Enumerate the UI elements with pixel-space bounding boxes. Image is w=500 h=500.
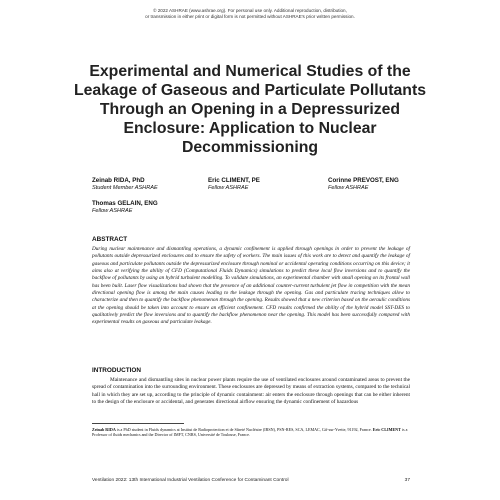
author-block <box>92 200 158 215</box>
footnote-author-name: Zeinab RIDA <box>92 427 116 432</box>
abstract-heading: ABSTRACT <box>92 236 128 243</box>
author-affiliation: Fellow ASHRAE <box>92 207 133 214</box>
author-affiliation: Fellow ASHRAE <box>328 184 369 191</box>
copyright-line: or transmission in either print or digital form is not permitted without ASHRAE's prior written permission. <box>145 13 355 19</box>
copyright-notice <box>0 8 500 20</box>
author-footnote <box>92 427 410 437</box>
page-footer <box>92 478 410 483</box>
author-block <box>328 177 399 192</box>
introduction-heading: INTRODUCTION <box>92 367 141 374</box>
author-affiliation: Fellow ASHRAE <box>208 184 249 191</box>
footnote-author-name: Eric CLIMENT <box>372 427 401 432</box>
copyright-line: © 2022 ASHRAE (www.ashrae.org). For personal use only. Additional reproduction, distribution, <box>153 8 347 13</box>
footnote-divider <box>92 423 184 424</box>
author-name: Zeinab RIDA, PhD <box>92 177 145 184</box>
author-block <box>92 177 158 192</box>
author-name: Thomas GELAIN, ENG <box>92 200 158 207</box>
page-number: 37 <box>404 478 410 483</box>
conference-name: Ventilation 2022: 13th International Industrial Ventilation Conference for Contaminant Control <box>92 478 289 483</box>
abstract-text: During nuclear maintenance and dismantling operations, a dynamic confinement is applied through openings in order to prevent the leakage of pollutants outside depressurized enclosures and to ensure the safety of workers. The main issues of this work are to detect and quantify the leakage of gaseous and particulate pollutants outside the depressurized enclosure through nominal or accidental operating conditions occurring on this device; it aims also at verifying the ability of CFD (Computational Fluids Dynamics) simulations to predict these local flow inversions and to quantify the backflow of pollutants by using an hybrid turbulent modelling. To validate simulations, an experimental chamber with small opening on its frontal wall has been built. Laser flow visualizations had shown that the presence of an additional counter-current turbulent jet flow in competition with the mean directional opening flow is among the main causes leading to the leakage through the opening. Gas and particulate tracing techniques allow to characterize and then to quantify the backflow phenomenon through the opening. Results showed that a new criterion based on the aeraulic conditions at the opening should be taken into account to ensure an efficient confinement. CFD results confirmed the ability of the hybrid model SST-DES to qualitatively predict the flow inversions and to quantify the backflow phenomenon near the opening. This model has been successfully compared with experimental results on gaseous and particulate leakage. <box>92 246 410 326</box>
author-name: Corinne PREVOST, ENG <box>328 177 399 184</box>
footnote-text: is a PhD student in Fluids dynamics at Institut de Radioprotection et de Sûreté Nucléaire (IRSN), PSN-RES, SCA, LEMAC, Gif-sur-Yvette, 91192, France. <box>115 427 373 432</box>
author-affiliation: Student Member ASHRAE <box>92 184 158 191</box>
paper-title: Experimental and Numerical Studies of the Leakage of Gaseous and Particulate Pollutants Through an Opening in a Depressurized Enclosure: Application to Nuclear Decommissioning <box>73 63 427 156</box>
author-name: Eric CLIMENT, PE <box>208 177 260 184</box>
footnote-text: is a Professor of fluids mechanics and the Director of IMFT, CNRS, Université de Toulouse, France. <box>92 427 408 438</box>
introduction-text: Maintenance and dismantling sites in nuclear power plants require the use of ventilated enclosures around contaminated areas to prevent the spread of contamination into the surrounding environment. These enclosures are depressed by means of extraction systems, compared to the technical hall in which they are set up, according to the principle of dynamic containment: air enters the enclosure through openings that can be either inherent to the design of the enclosure or accidental, and generates directional airflow ensuring the dynamic confinement of hazardous <box>92 377 410 406</box>
author-block <box>208 177 260 192</box>
